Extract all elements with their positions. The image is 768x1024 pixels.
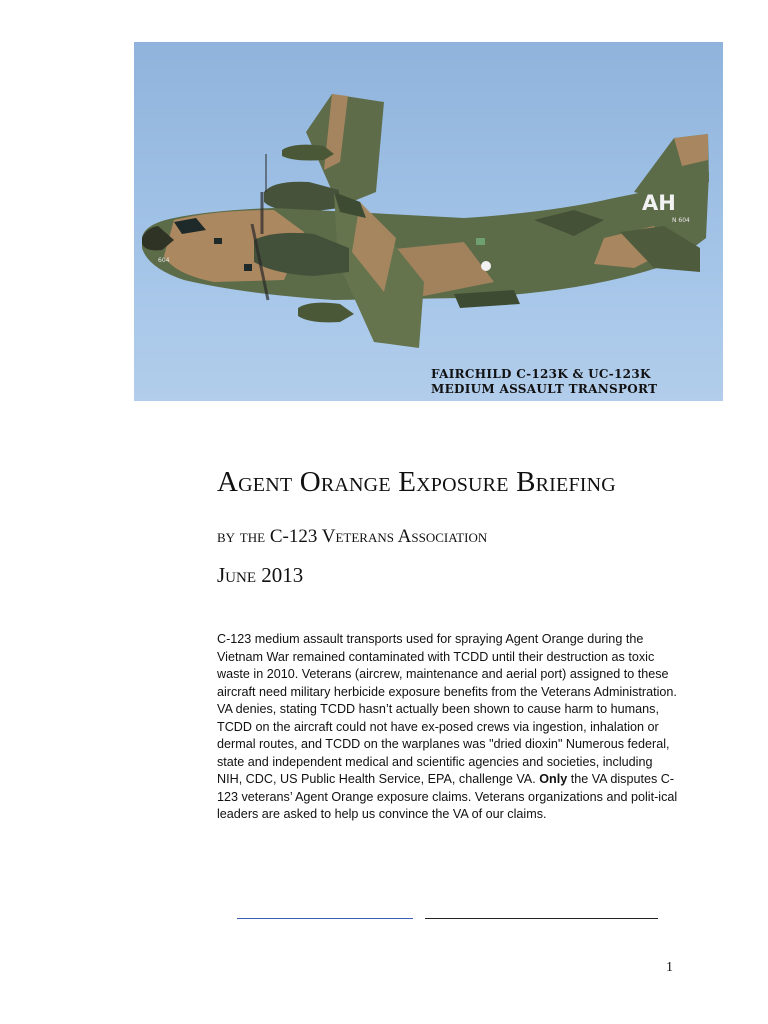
byline: by the C-123 Veterans Association (217, 526, 488, 547)
cover-photo (134, 42, 723, 401)
caption-line-2: MEDIUM ASSAULT TRANSPORT (431, 382, 658, 396)
summary-part-1: C-123 medium assault transports used for spraying Agent Orange during the Vietnam War remained contaminated with TCDD until their destruction as toxic waste in 2010. Veterans (aircrew, maintenance and aerial port) assigned to these aircraft need military herbicide exposure benefits from the Veterans Administration. VA denies, stating TCDD hasn’t actually been shown to cause harm to humans, TCDD on the aircraft could not have ex-posed crews via ingestion, inhalation or dermal routes, and TCDD on the warplanes was "dried dioxin" Numerous federal, state and independent medical and scientific agencies and societies, including NIH, CDC, US Public Health Service, EPA, challenge VA. (217, 632, 677, 786)
far-engine (264, 182, 339, 212)
summary-part-2: the VA disputes C-123 veterans’ Agent Orange exposure claims. Veterans organizations and polit-ical leaders are asked to help us convince the VA of our claims. (217, 772, 678, 821)
page-number: 1 (666, 960, 673, 975)
publication-date: June 2013 (217, 563, 304, 587)
document-title: Agent Orange Exposure Briefing (217, 466, 616, 498)
photo-caption (431, 367, 711, 397)
signature-line-right (425, 918, 658, 919)
tail-code: AH (642, 191, 676, 215)
near-jet-pod (298, 303, 354, 323)
tail-serial: N 604 (672, 217, 690, 224)
caption-line-1: FAIRCHILD C-123K & UC-123K (431, 367, 651, 381)
summary-emphasis: Only (539, 772, 568, 786)
star-insignia (481, 261, 491, 271)
signature-line-left (237, 918, 413, 919)
summary-paragraph (217, 631, 679, 824)
aircraft-illustration (134, 42, 723, 401)
nose-number: 604 (158, 257, 170, 264)
